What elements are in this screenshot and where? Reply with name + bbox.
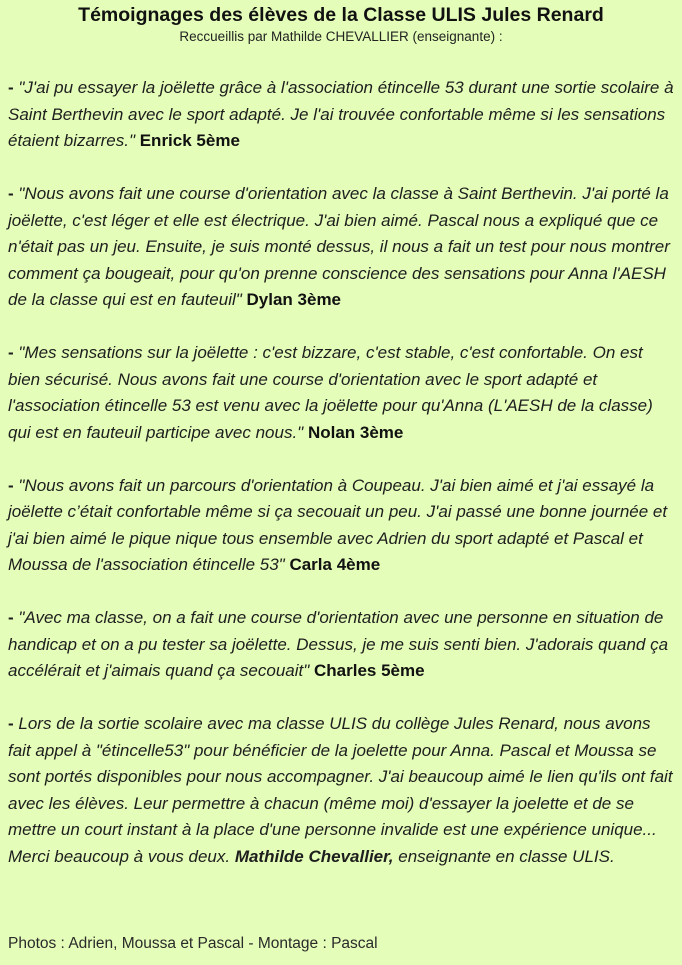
bullet-dash: - [8,184,14,203]
testimonial-charles [8,605,676,685]
teacher-signature: Mathilde Chevallier, [234,846,394,866]
testimonial-carla [8,473,676,579]
testimonial-author: Dylan 3ème [246,290,342,309]
bullet-dash: - [8,343,14,362]
testimonial-enrick [8,75,676,155]
testimonial-author: Charles 5ème [314,661,425,680]
testimonial-author: Nolan 3ème [307,422,404,442]
photo-credits: Photos : Adrien, Moussa et Pascal - Montage : Pascal [8,935,378,952]
testimonial-quote: "Mes sensations sur la joëlette : c'est bizzare, c'est stable, c'est confortable. On est bien sécurisé. Nous avons fait une course d'orientation avec le sport adapté et l'association étincelle 53 est venu avec la joëlette pour qu'Anna (L'AESH de la classe) qui est en fauteuil participe avec nous." [8,343,653,442]
bullet-dash: - [8,714,14,733]
teacher-role: enseignante en classe ULIS. [393,846,615,866]
bullet-dash: - [8,475,14,495]
testimonial-nolan [8,340,676,446]
testimonial-quote: "Nous avons fait un parcours d'orientation à Coupeau. J'ai bien aimé et j'ai essayé la joëlette c’était confortable même si ça secouait un peu. J'ai passé une bonne journée et j'ai bien aimé le pique nique tous ensemble avec Adrien du sport adapté et Pascal et Moussa de l'association étincelle 53" [8,475,668,574]
testimonial-quote: "J'ai pu essayer la joëlette grâce à l'association étincelle 53 durant une sortie scolaire à Saint Berthevin avec le sport adapté. Je l'ai trouvée confortable même si les sensations étaient bizarres." [8,78,674,150]
teacher-thanks: Merci beaucoup à vous deux. [8,846,235,866]
testimonial-quote: "Avec ma classe, on a fait une course d'orientation avec une personne en situation de handicap et on a pu tester sa joëlette. Dessus, je me suis senti bien. J'adorais quand ça accélérait et j'aimais quand ça secouait" [8,608,669,680]
testimonial-quote: "Nous avons fait une course d'orientation avec la classe à Saint Berthevin. J'ai porté la joëlette, c'est léger et elle est électrique. J'ai bien aimé. Pascal nous a expliqué que ce n'était pas un jeu. Ensuite, je suis monté dessus, il nous a fait un test pour nous montrer comment ça bougeait, pour qu'on prenne conscience des sensations pour Anna l'AESH de la classe qui est en fauteuil" [8,184,670,309]
testimonial-author: Enrick 5ème [139,131,240,150]
bullet-dash: - [8,608,14,627]
page-subtitle: Reccueillis par Mathilde CHEVALLIER (enseignante) : [179,29,503,44]
page-title: Témoignages des élèves de la Classe ULIS Jules Renard [78,4,604,26]
teacher-text: Lors de la sortie scolaire avec ma classe ULIS du collège Jules Renard, nous avons fait appel à "étincelle53" pour bénéficier de la joelette pour Anna. Pascal et Moussa se sont portés disponibles pour nous accompagner. J'ai beaucoup aimé le lien qu'ils ont fait avec les élèves. Leur permettre à chacun (même moi) d'essayer la joelette et de se mettre un court instant à la place d'une personne invalide est une expérience unique... [8,714,673,839]
testimonials-list [8,75,676,897]
testimonial-author: Carla 4ème [289,555,381,574]
bullet-dash: - [8,78,14,97]
testimonial-dylan [8,181,676,314]
teacher-testimonial [8,711,676,870]
